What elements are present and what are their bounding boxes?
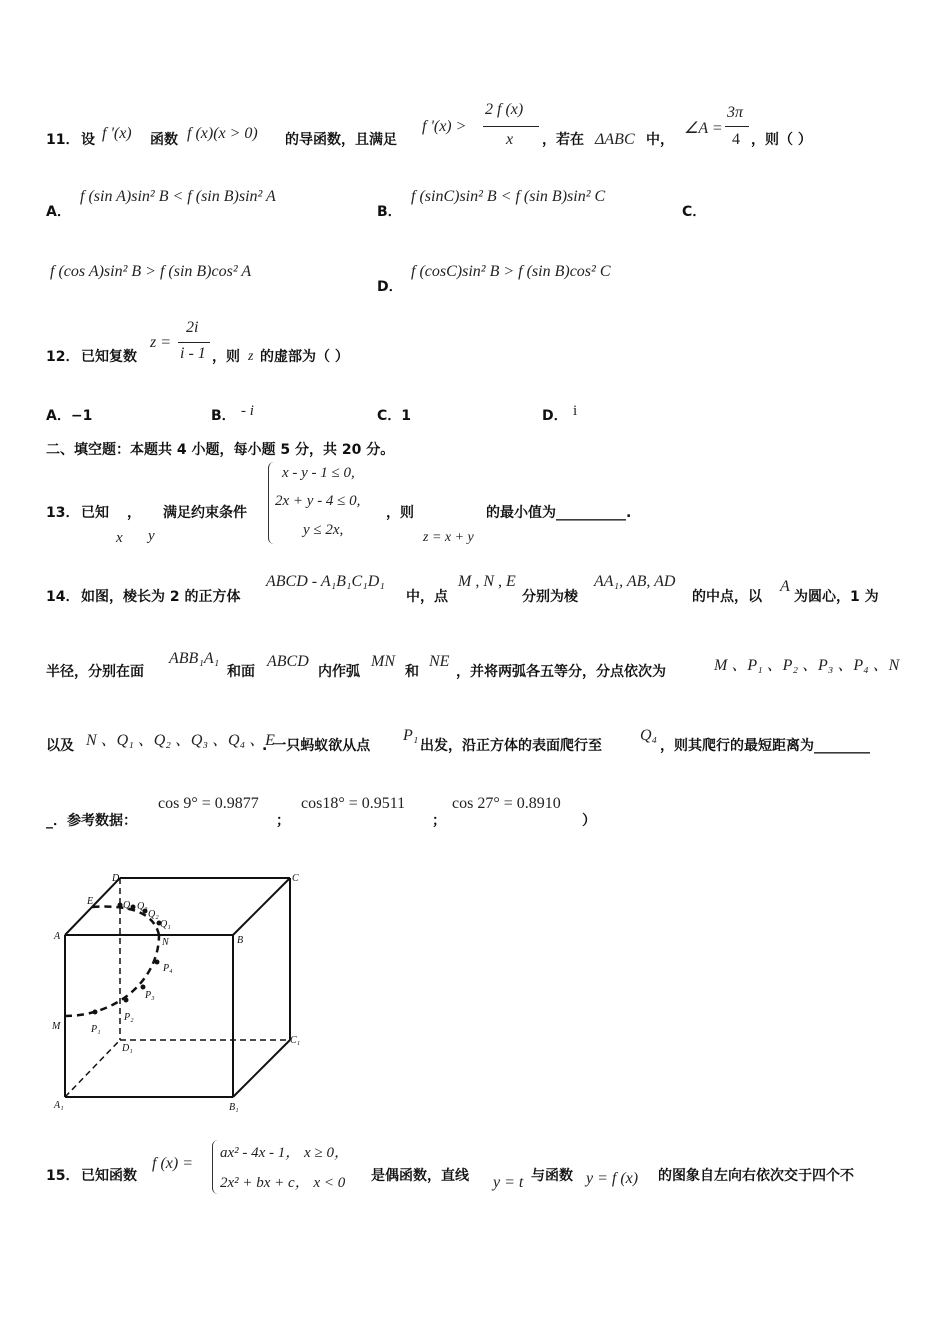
point-q4: [118, 903, 123, 908]
q14-separator-1: ；: [276, 813, 290, 829]
q15-piecewise-brace: [212, 1140, 219, 1194]
q15-text-1: 已知函数: [81, 1168, 137, 1184]
q11-angle-left: ∠A =: [684, 120, 723, 137]
q14-line2-text-2: 和面: [227, 664, 255, 680]
q11-text-3: 的导函数，且满足: [285, 132, 397, 148]
edge-b1c1: [233, 1040, 290, 1097]
q12-fraction-bar: [178, 342, 210, 343]
q14-line3-text-4: ，则其爬行的最短距离为________: [660, 738, 870, 754]
q11-ineq-denominator: x: [506, 131, 514, 148]
q12-option-b: - i: [241, 403, 254, 419]
q11-ineq-left: f '(x) >: [422, 118, 467, 135]
q11-fprime: f '(x): [102, 125, 132, 142]
section-2-heading: 二、填空题：本题共 4 小题，每小题 5 分，共 20 分。: [46, 442, 395, 458]
q11-angle-denominator: 4: [732, 131, 740, 148]
label-a: A: [54, 931, 61, 942]
q14-line3-text-2: . 一只蚂蚁欲从点: [262, 738, 371, 754]
q11-option-c-label: C．: [682, 204, 707, 220]
q11-option-b-label: B．: [377, 204, 402, 220]
label-d: D: [112, 873, 120, 884]
q13-comma: ，: [127, 505, 141, 521]
q13-constraint-2: 2x + y - 4 ≤ 0,: [275, 493, 361, 509]
q11-fx-domain: f (x)(x > 0): [187, 125, 258, 142]
label-b1: B₁: [229, 1102, 239, 1113]
q12-numerator: 2i: [186, 319, 199, 336]
q14-separator-2: ；: [432, 813, 446, 829]
q13-number: 13．: [46, 505, 80, 521]
q14-p1: P₁: [403, 727, 419, 744]
q14-line1-text-1: 如图，棱长为 2 的正方体: [81, 589, 241, 605]
q15-function: y = f (x): [586, 1170, 639, 1187]
q14-line4-text-2: ）: [582, 813, 596, 829]
q15-case-2: 2x² + bx + c， x < 0: [220, 1175, 346, 1191]
q12-z-eq: z =: [150, 334, 172, 351]
q14-reference-1: cos 9° = 0.9877: [158, 795, 259, 812]
label-e: E: [87, 896, 94, 907]
q14-q4: Q₄: [640, 727, 658, 744]
q12-denominator: i - 1: [180, 345, 206, 362]
q12-z: z: [248, 349, 254, 364]
q14-cube: ABCD - A₁B₁C₁D₁: [266, 573, 385, 590]
label-q4: Q₄: [123, 900, 134, 911]
q11-option-a-label: A．: [46, 204, 71, 220]
q14-line1-text-5: 为圆心，1 为: [794, 589, 879, 605]
q15-line: y = t: [493, 1174, 524, 1191]
q11-text-1: 设: [81, 132, 95, 148]
q11-option-d: f (cosC)sin² B > f (sin B)cos² C: [411, 263, 611, 280]
q12-option-a: A．−1: [46, 408, 93, 424]
label-a1: A₁: [54, 1100, 64, 1111]
q11-option-b: f (sinC)sin² B < f (sin B)sin² C: [411, 188, 606, 205]
q15-case-1: ax² - 4x - 1， x ≥ 0，: [220, 1145, 349, 1161]
q14-center-a: A: [780, 578, 790, 595]
q14-line1-text-3: 分别为棱: [522, 589, 578, 605]
q13-objective: z = x + y: [423, 530, 474, 545]
q14-line2-text-4: 和: [405, 664, 419, 680]
arc-mn: [65, 935, 159, 1016]
q15-fx: f (x) =: [152, 1155, 193, 1172]
q11-number: 11．: [46, 132, 80, 148]
point-p4: [155, 960, 160, 965]
q14-line3-text-3: 出发，沿正方体的表面爬行至: [420, 738, 602, 754]
label-p1: P₁: [91, 1024, 101, 1035]
q11-ineq-numerator: 2 f (x): [485, 101, 524, 118]
label-q1: Q₁: [160, 919, 171, 930]
q14-edges: AA₁, AB, AD: [594, 573, 676, 590]
q12-number: 12．: [46, 349, 80, 365]
q14-line3-text-1: 以及: [46, 738, 74, 754]
label-n: N: [162, 937, 169, 948]
q14-points: M , N , E: [458, 573, 516, 590]
q12-option-d-label: D．: [542, 408, 568, 424]
q14-line2-text-5: ，并将两弧各五等分，分点依次为: [456, 664, 666, 680]
label-m: M: [52, 1021, 61, 1032]
q14-division-points-2: N 、Q₁ 、Q₂ 、Q₃ 、Q₄ 、E: [86, 732, 275, 749]
q12-option-b-label: B．: [211, 408, 236, 424]
q11-ineq-fraction-bar: [483, 126, 539, 127]
q14-face-1: ABB₁A₁: [169, 650, 220, 667]
q11-triangle: ΔABC: [595, 131, 635, 148]
q13-text-4: 的最小值为__________.: [486, 505, 632, 521]
q11-option-a: f (sin A)sin² B < f (sin B)sin² A: [80, 188, 276, 205]
q12-option-c: C．1: [377, 408, 412, 424]
label-d1: D₁: [122, 1043, 133, 1054]
q14-reference-3: cos 27° = 0.8910: [452, 795, 561, 812]
q13-y: y: [148, 528, 155, 544]
q13-x: x: [116, 530, 123, 546]
label-p2: P₂: [124, 1012, 134, 1023]
q13-text-3: ，则: [386, 505, 414, 521]
q12-option-d: i: [573, 403, 578, 419]
q14-arc-1: MN: [371, 653, 395, 670]
q12-text-3: 的虚部为（ ）: [260, 349, 349, 365]
label-p3: P₃: [145, 990, 155, 1001]
q13-constraint-3: y ≤ 2x,: [303, 522, 344, 538]
q14-line1-text-4: 的中点，以: [692, 589, 762, 605]
q13-constraint-brace: [268, 462, 275, 544]
label-c: C: [292, 873, 299, 884]
point-p2: [124, 998, 129, 1003]
q11-angle-numerator: 3π: [727, 104, 744, 121]
q14-line2-text-1: 半径，分别在面: [46, 664, 144, 680]
q14-reference-2: cos18° = 0.9511: [301, 795, 406, 812]
q11-option-d-label: D．: [377, 279, 403, 295]
label-q3: Q₃: [137, 901, 148, 912]
edge-a1d1: [65, 1040, 120, 1097]
q12-text-2: ，则: [212, 349, 240, 365]
q14-number: 14．: [46, 589, 80, 605]
q15-number: 15．: [46, 1168, 80, 1184]
q12-text-1: 已知复数: [81, 349, 137, 365]
label-c1: C₁: [290, 1035, 301, 1046]
q11-text-2: 函数: [150, 132, 178, 148]
q14-arc-2: NE: [429, 653, 450, 670]
q11-text-4: ，若在: [542, 132, 584, 148]
point-p3: [141, 985, 146, 990]
point-p1: [93, 1010, 98, 1015]
q15-text-4: 的图象自左向右依次交于四个不: [658, 1168, 854, 1184]
label-q2: Q₂: [148, 909, 159, 920]
edge-bc: [233, 878, 290, 935]
q13-constraint-1: x - y - 1 ≤ 0,: [282, 465, 355, 481]
q14-line1-text-2: 中，点: [406, 589, 448, 605]
q11-text-6: ，则（ ）: [751, 132, 812, 148]
q11-text-5: 中，: [646, 132, 674, 148]
label-b: B: [237, 935, 244, 946]
q15-text-3: 与函数: [531, 1168, 573, 1184]
q14-line2-text-3: 内作弧: [318, 664, 360, 680]
q13-text-2: 满足约束条件: [163, 505, 247, 521]
cube-figure: [40, 865, 320, 1120]
q13-text-1: 已知: [81, 505, 109, 521]
q11-angle-fraction-bar: [725, 126, 749, 127]
label-p4: P₄: [163, 963, 173, 974]
q14-face-2: ABCD: [267, 653, 309, 670]
q14-line4-text-1: _．参考数据：: [46, 813, 137, 829]
q11-option-c: f (cos A)sin² B > f (sin B)cos² A: [50, 263, 252, 280]
q15-text-2: 是偶函数，直线: [371, 1168, 469, 1184]
q14-division-points-1: M 、P₁ 、P₂ 、P₃ 、P₄ 、N: [714, 657, 900, 674]
